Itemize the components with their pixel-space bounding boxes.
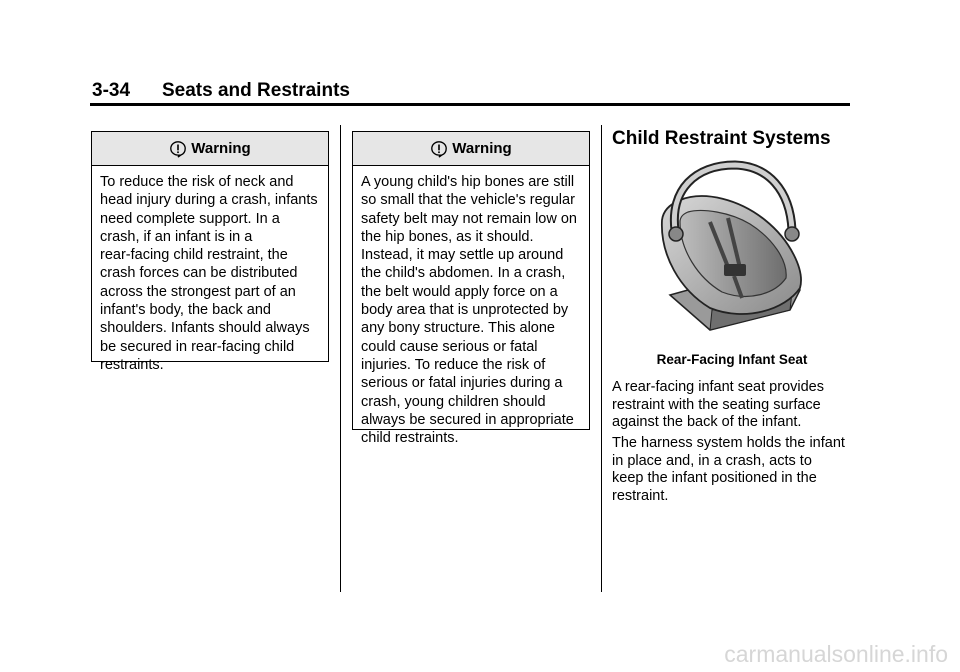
- warning-text-line: crash, if an infant is in a: [100, 228, 253, 245]
- section-title: Seats and Restraints: [162, 80, 350, 101]
- warning-text-line: be secured in rear-facing child: [100, 338, 295, 355]
- warning-text-line: the belt would apply force on a: [361, 283, 558, 300]
- footer-watermark: carmanualsonline.info: [724, 641, 948, 667]
- warning-text-line: body area that is unprotected by: [361, 302, 569, 319]
- warning-icon: [169, 140, 187, 158]
- paragraph-1: [612, 379, 824, 432]
- warning-text-line: restraints.: [100, 356, 164, 373]
- warning-text-middle: [353, 166, 589, 447]
- paragraph-line: restraint with the seating surface: [612, 396, 821, 413]
- page-header: [92, 80, 350, 102]
- warning-text-line: any bony structure. This alone: [361, 320, 555, 337]
- warning-box-middle: [352, 131, 590, 447]
- column-divider-left: [340, 125, 341, 592]
- infant-seat-illustration: [650, 160, 810, 335]
- warning-icon: [430, 140, 448, 158]
- warning-text-line: To reduce the risk of neck and: [100, 174, 294, 190]
- rear-facing-infant-seat-image: [650, 160, 810, 335]
- warning-title-left: Warning: [191, 140, 251, 157]
- warning-box-left: [91, 131, 329, 373]
- warning-text-line: across the strongest part of an: [100, 283, 296, 300]
- warning-text-line: need complete support. In a: [100, 210, 280, 227]
- paragraph-line: The harness system holds the infant: [612, 435, 845, 451]
- column-divider-right: [601, 125, 602, 592]
- figure-caption: Rear-Facing Infant Seat: [656, 352, 808, 367]
- warning-text-line: A young child's hip bones are still: [361, 174, 575, 190]
- paragraph-line: restraint.: [612, 487, 669, 504]
- warning-header-left: [92, 132, 328, 166]
- warning-text-line: rear-facing child restraint, the: [100, 247, 288, 264]
- page-number: 3-34: [92, 80, 131, 101]
- warning-text-line: always be secured in appropriate: [361, 411, 574, 428]
- warning-text-line: child restraints.: [361, 430, 459, 447]
- warning-header-middle: [353, 132, 589, 166]
- paragraph-2: [612, 435, 845, 505]
- paragraph-line: keep the infant positioned in the: [612, 470, 817, 486]
- section-heading: Child Restraint Systems: [612, 128, 831, 149]
- warning-text-left: [92, 166, 328, 374]
- warning-text-line: head injury during a crash, infants: [100, 192, 318, 209]
- warning-text-line: serious or fatal injuries during a: [361, 375, 563, 392]
- paragraph-line: A rear-facing infant seat provides: [612, 379, 824, 395]
- warning-text-line: shoulders. Infants should always: [100, 320, 310, 337]
- warning-text-line: Instead, it may settle up around: [361, 247, 564, 264]
- warning-text-line: the hip bones, as it should.: [361, 228, 534, 245]
- warning-text-line: safety belt may not remain low on: [361, 210, 577, 227]
- paragraph-line: against the back of the infant.: [612, 414, 802, 430]
- warning-text-line: the child's abdomen. In a crash,: [361, 265, 566, 282]
- warning-text-line: so small that the vehicle's regular: [361, 192, 575, 209]
- warning-text-line: injuries. To reduce the risk of: [361, 356, 546, 373]
- warning-title-middle: Warning: [452, 140, 512, 157]
- warning-text-line: crash forces can be distributed: [100, 265, 298, 282]
- paragraph-line: in place and, in a crash, acts to: [612, 452, 812, 469]
- warning-text-line: crash, young children should: [361, 393, 546, 410]
- warning-text-line: infant's body, the back and: [100, 302, 271, 319]
- header-rule: [90, 103, 850, 106]
- warning-text-line: could cause serious or fatal: [361, 338, 538, 355]
